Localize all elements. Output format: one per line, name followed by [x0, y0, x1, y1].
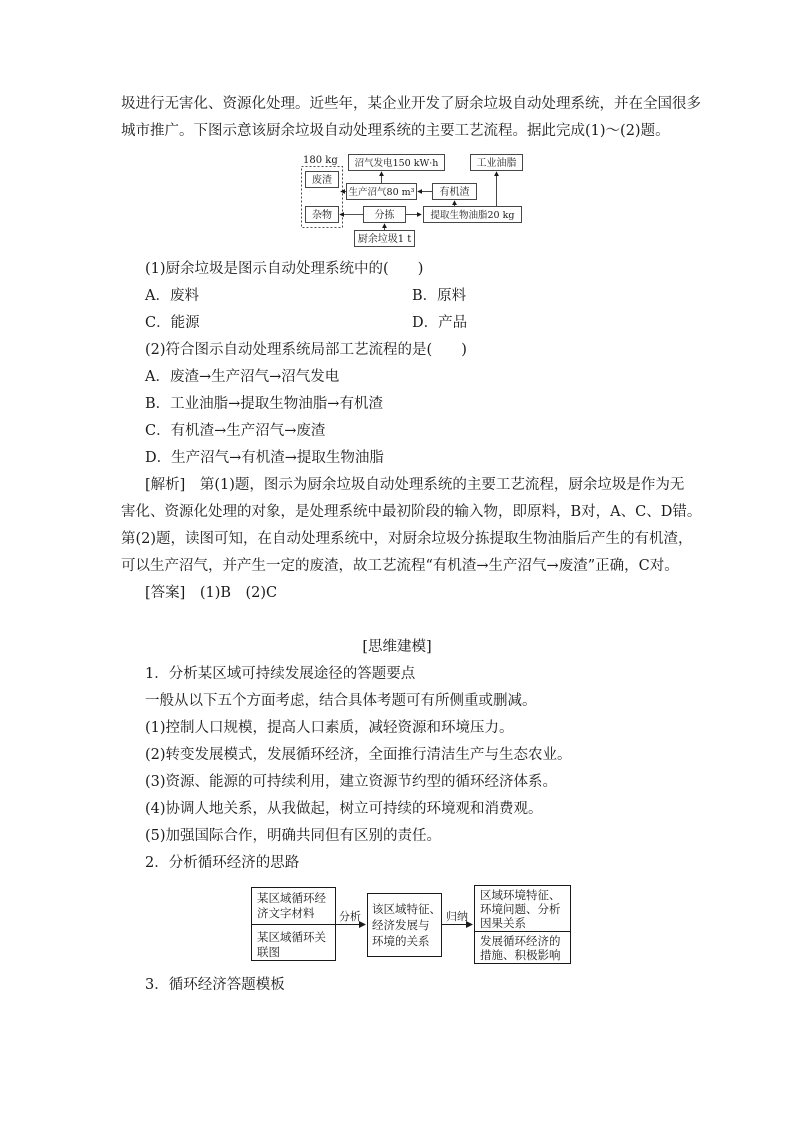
right-top-line-3: 因果关系: [480, 916, 526, 930]
middle-line-2: 经济发展与: [372, 918, 430, 932]
intro-line-2: 城市推广。下图示意该厨余垃圾自动处理系统的主要工艺流程。据此完成(1)～(2)题。: [121, 123, 670, 139]
section-1-point-2: (2)转变发展模式，发展循环经济，全面推行清洁生产与生态农业。: [145, 747, 572, 763]
q2-option-b: B．工业油脂→提取生物油脂→有机渣: [145, 396, 383, 412]
intro-line-1: 圾进行无害化、资源化处理。近些年，某企业开发了厨余垃圾自动处理系统，并在全国很多: [121, 96, 701, 112]
q2-option-d: D．生产沼气→有机渣→提取生物油脂: [145, 450, 384, 466]
box-sorting-label: 分拣: [374, 210, 395, 221]
section-1-point-3: (3)资源、能源的可持续利用，建立资源节约型的循环经济体系。: [145, 774, 558, 790]
weight-label: 180 kg: [303, 155, 338, 166]
answer-line: [答案] (1)B (2)C: [145, 585, 278, 601]
box-biogas-label: 生产沼气80 m³: [348, 187, 415, 198]
section-1-intro: 一般从以下五个方面考虑，结合具体考题可有所侧重或删减。: [145, 693, 537, 709]
q1-stem: (1)厨余垃圾是图示自动处理系统中的( ): [145, 261, 424, 277]
right-top-line-1: 区域环境特征、: [480, 888, 561, 902]
analysis-line-4: 可以生产沼气，并产生一定的废渣，故工艺流程“有机渣→生产沼气→废渣”正确，C对。: [121, 558, 679, 574]
q2-stem: (2)符合图示自动处理系统局部工艺流程的是( ): [145, 342, 467, 358]
left-bottom-line-2: 联图: [257, 945, 280, 959]
box-extract-label: 提取生物油脂20 kg: [430, 210, 515, 221]
analysis-line-1: [解析] 第(1)题，图示为厨余垃圾自动处理系统的主要工艺流程，厨余垃圾是作为无: [145, 477, 685, 493]
q1-option-c: C．能源: [145, 315, 200, 331]
box-industrial-grease-label: 工业油脂: [476, 158, 517, 169]
q1-option-a: A．废料: [145, 288, 199, 304]
q1-option-b: B．原料: [412, 288, 467, 304]
section-1-point-4: (4)协调人地关系，从我做起，树立可持续的环境观和消费观。: [145, 801, 543, 817]
left-top-line-1: 某区域循环经: [257, 891, 326, 905]
section-1-point-5: (5)加强国际合作，明确共同但有区别的责任。: [145, 828, 442, 844]
right-bottom-line-2: 措施、积极影响: [480, 948, 561, 962]
box-power-label: 沼气发电150 kW·h: [354, 158, 439, 169]
arrow-analyze-label: 分析: [339, 910, 361, 923]
right-top-line-2: 环境问题、分析: [480, 902, 561, 916]
left-bottom-line-1: 某区域循环关: [257, 930, 326, 944]
kitchen-waste-flow-diagram: [300, 150, 530, 250]
analysis-line-3: 第(2)题，读图可知，在自动处理系统中，对厨余垃圾分拣提取生物油脂后产生的有机渣，: [121, 531, 693, 547]
section-3-title: 3．循环经济答题模板: [145, 977, 285, 993]
section-2-title: 2．分析循环经济的思路: [145, 855, 300, 871]
left-top-line-2: 济文字材料: [257, 906, 315, 920]
middle-line-1: 该区域特征、: [372, 902, 441, 916]
box-impurities-label: 杂物: [312, 210, 332, 221]
section-1-point-1: (1)控制人口规模，提高人口素质，减轻资源和环境压力。: [145, 720, 514, 736]
box-organic-label: 有机渣: [439, 187, 470, 198]
model-heading: [思维建模]: [362, 639, 432, 655]
box-kitchen-waste-label: 厨余垃圾1 t: [357, 234, 412, 245]
right-bottom-line-1: 发展循环经济的: [480, 934, 561, 948]
middle-line-3: 环境的关系: [372, 934, 430, 948]
section-1-title: 1．分析某区域可持续发展途径的答题要点: [145, 666, 416, 682]
q2-option-a: A．废渣→生产沼气→沼气发电: [145, 369, 340, 385]
circular-economy-analysis-diagram: [248, 884, 578, 966]
q2-option-c: C．有机渣→生产沼气→废渣: [145, 423, 326, 439]
q1-option-d: D．产品: [412, 315, 468, 331]
box-residue-label: 废渣: [312, 175, 332, 186]
analysis-line-2: 害化、资源化处理的对象，是处理系统中最初阶段的输入物，即原料，B对，A、C、D错。: [121, 504, 702, 520]
arrow-summarize-label: 归纳: [446, 910, 468, 923]
